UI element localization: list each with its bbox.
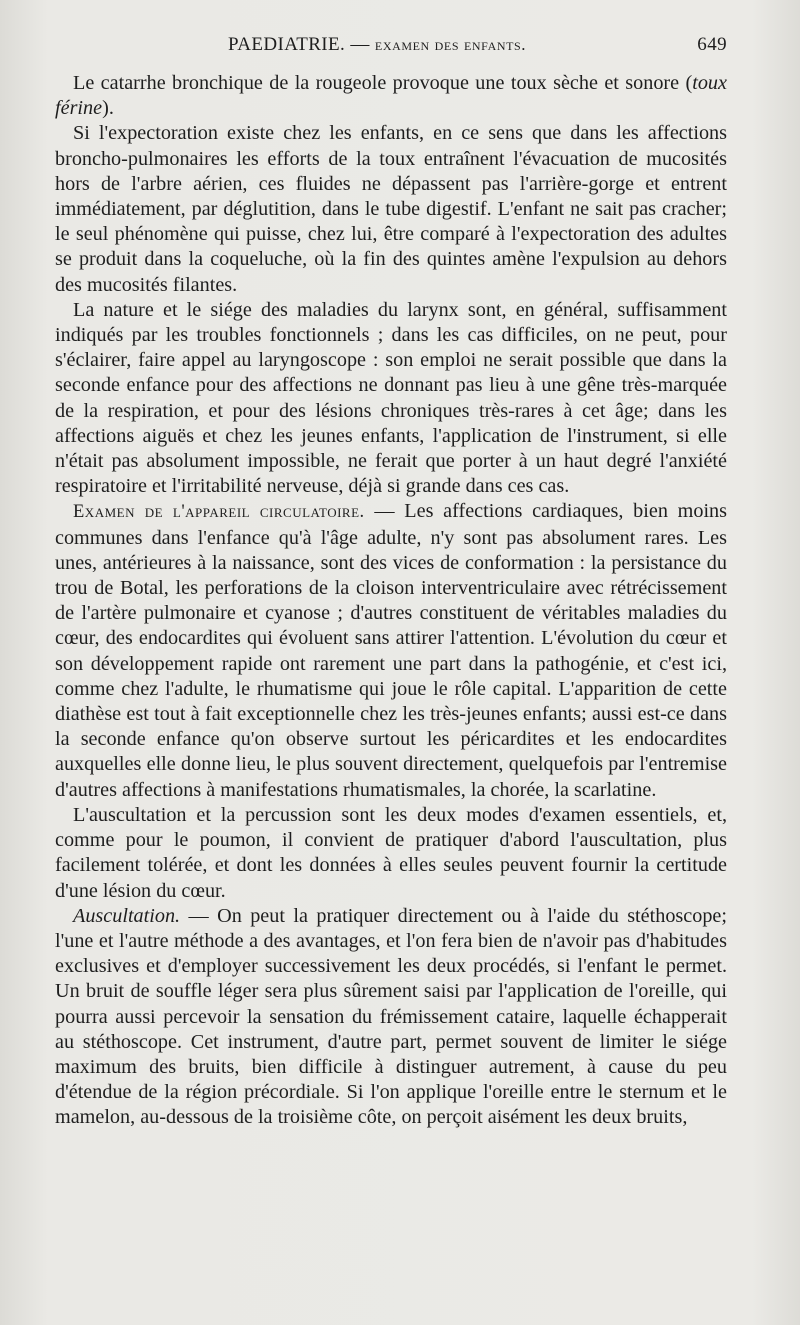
running-title-separator: — [345, 34, 375, 55]
paragraph-6-text: — On peut la pratiquer directement ou à l'aide du stéthoscope; l'une et l'autre méthode a des avantages, et l'on fera bien de n'avoir pas d'habitudes exclusives et d'employer successivement les deux procédés, si l'enfant le permet. Un bruit de souffle léger sera plus sûrement saisi par l'application de l'oreille, qui pourra aussi percevoir la sensation du frémissement cataire, laquelle échapperait au stéthoscope. Cet instrument, d'autre part, permet souvent de limiter le siége maximum des bruits, bien difficile à distinguer autrement, à cause du peu d'étendue de la région précordiale. Si l'on applique l'oreille entre le sternum et le mamelon, au-dessous de la troisième côte, on perçoit aisément les deux bruits, [55, 904, 727, 1129]
section-heading-auscultation: Auscultation. [73, 904, 181, 927]
running-title [228, 34, 526, 56]
paragraph-1-text: Le catarrhe bronchique de la rougeole provoque une toux sèche et sonore ( [73, 72, 693, 94]
paragraph-3: La nature et le siége des maladies du larynx sont, en général, suffisamment indiqués par les troubles fonctionnels ; dans les cas difficiles, on ne peut, pour s'éclairer, faire appel au laryngoscope : son emploi ne serait possible que dans la seconde enfance pour des affections ne donnant pas lieu à une gêne très-marquée de la respiration, et pour des lésions chroniques très-rares à cet âge; dans les affections aiguës et chez les jeunes enfants, l'application de l'instrument, si elle n'était pas absolument impossible, ne ferait que porter à un haut degré l'anxiété respiratoire et l'irritabilité nerveuse, déjà si grande dans ces cas. [55, 298, 727, 498]
page-number: 649 [697, 34, 727, 55]
paragraph-4-text: — Les affections cardiaques, bien moins communes dans l'enfance qu'à l'âge adulte, n'y sont pas absolument rares. Les unes, antérieures à la naissance, sont des vices de conformation : la persistance du trou de Botal, les perforations de la cloison interventriculaire avec rétrécissement de l'artère pulmonaire et cyanose ; d'autres constituent de véritables maladies du cœur, des endocardites qui évoluent sans attirer l'attention. L'évolution du cœur et son développement rapide ont rarement une part dans la pathogénie, et c'est ici, comme chez l'adulte, le rhumatisme qui joue le rôle capital. L'apparition de cette diathèse est tout à fait exceptionnelle chez les très-jeunes enfants; aussi est-ce dans la seconde enfance qu'on observe surtout les péricardites et les endocardites auxquelles elle donne lieu, le plus souvent directement, quelquefois par l'entremise d'autres affections à manifestations rhumatismales, la chorée, la scarlatine. [55, 500, 727, 801]
paragraph-1 [55, 71, 727, 121]
paragraph-6 [55, 904, 727, 1131]
paragraph-4 [55, 499, 727, 802]
paragraph-2: Si l'expectoration existe chez les enfants, en ce sens que dans les affections broncho-pulmonaires les efforts de la toux entraînent l'évacuation de mucosités hors de l'arbre aérien, ces fluides ne dépassent pas l'arrière-gorge et entrent immédiatement, par déglutition, dans le tube digestif. L'enfant ne sait pas cracher; le seul phénomène qui puisse, chez lui, être comparé à l'expectoration des adultes se produit dans la coqueluche, où la fin des quintes amène l'expulsion au dehors des mucosités filantes. [55, 122, 727, 296]
paragraph-5: L'auscultation et la percussion sont les deux modes d'examen essentiels, et, comme pour le poumon, il convient de pratiquer d'abord l'auscultation, plus facilement tolérée, et dont les données à elles seules peuvent fournir la certitude d'une lésion du cœur. [55, 803, 727, 902]
running-title-section: examen des enfants. [374, 35, 527, 54]
section-heading-circulatoire: Examen de l'appareil circulatoire. [73, 502, 365, 523]
paragraph-1-end: ). [102, 97, 114, 120]
running-header [55, 34, 727, 64]
paragraph-1-italic-term: toux férine [55, 72, 727, 120]
page-body [55, 71, 727, 1131]
running-title-main: PAEDIATRIE. [228, 34, 346, 55]
